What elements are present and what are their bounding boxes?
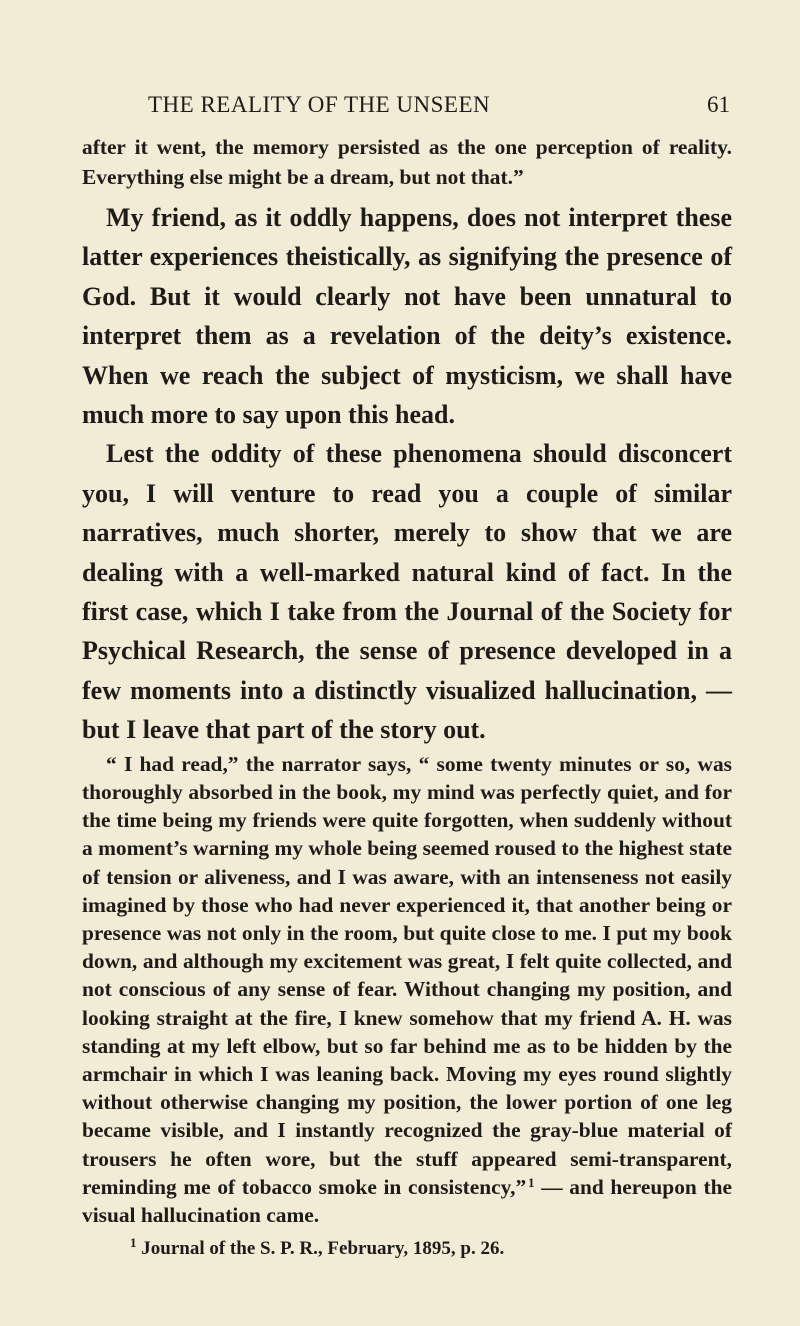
body-text bbox=[82, 132, 732, 1229]
footnote-text: Journal of the S. P. R., February, 1895, p. 26. bbox=[141, 1238, 505, 1259]
footnote bbox=[130, 1235, 505, 1260]
paragraph-continuation: after it went, the memory persisted as the one perception of reality. Everything else might be a dream, but not that.” bbox=[82, 135, 732, 189]
running-head bbox=[148, 92, 730, 120]
quoted-narrative-text: “ I had read,” the narrator says, “ some twenty minutes or so, was thoroughly absorbed in the book, my mind was perfectly quiet, and for the time being my friends were quite forgotten, when suddenly without a moment’s warning my whole being seemed roused to the highest state of tension or aliveness, and I was aware, with an intenseness not easily imagined by those who had never experienced it, that another being or presence was not only in the room, but quite close to me. I put my book down, and although my excitement was great, I felt quite collected, and not conscious of any sense of fear. Without changing my position, and looking straight at the fire, I knew somehow that my friend A. H. was standing at my left elbow, but so far behind me as to be hidden by the armchair in which I was leaning back. Moving my eyes round slightly without otherwise changing my position, the lower portion of one leg became visible, and I instantly recognized the gray-blue material of trousers he often wore, but the stuff appeared semi-transparent, reminding me of tobacco smoke in consistency,” bbox=[82, 751, 732, 1199]
running-title: THE REALITY OF THE UNSEEN bbox=[148, 92, 491, 117]
paragraph-similar-narratives: Lest the oddity of these phenomena should disconcert you, I will venture to read you a couple of similar narratives, much shorter, merely to show that we are dealing with a well-marked natural kind of fact. In the first case, which I take from the Journal of the Society for Psychical Research, the sense of presence developed in a few moments into a distinctly visualized hallucination, — but I leave that part of the story out. bbox=[82, 439, 732, 745]
footnote-reference: 1 bbox=[528, 1174, 535, 1190]
paragraph-friend-interpretation: My friend, as it oddly happens, does not interpret these latter experiences theistically, as signifying the presence of God. But it would clearly not have been unnatural to interpret them as a revelation of the deity’s existence. When we reach the subject of mysticism, we shall have much more to say upon this head. bbox=[82, 203, 732, 430]
quoted-narrative bbox=[82, 750, 732, 1229]
quoted-narrative-end: — and hereupon the visual hallucination came. bbox=[82, 1174, 732, 1227]
footnote-marker: 1 bbox=[130, 1235, 137, 1250]
page-number: 61 bbox=[707, 92, 730, 117]
